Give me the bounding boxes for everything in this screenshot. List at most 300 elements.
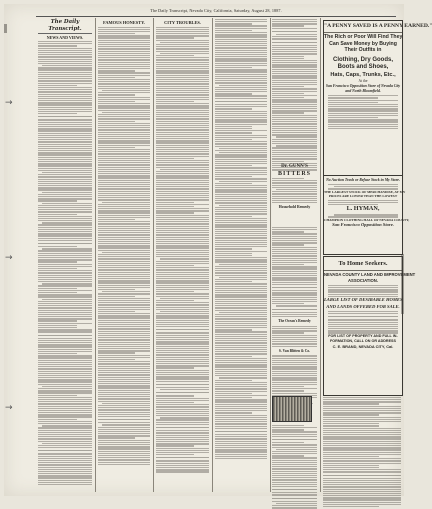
text-line: [272, 303, 304, 304]
text-line: [98, 132, 150, 133]
text-line: [98, 361, 150, 362]
text-line: [38, 277, 92, 278]
text-line: [156, 48, 209, 49]
text-line: [272, 277, 317, 278]
text-line: [215, 60, 267, 61]
margin-arrow-icon: →: [5, 403, 13, 413]
text-line: [272, 442, 304, 443]
text-line: [98, 427, 150, 428]
text-line: [215, 198, 267, 199]
text-line: [219, 377, 267, 378]
text-line: [215, 69, 267, 70]
text-line: [98, 188, 150, 189]
text-line: [38, 349, 92, 350]
text-line: [102, 252, 150, 253]
text-line: [215, 369, 267, 370]
text-line: [38, 296, 92, 297]
text-line: [272, 498, 317, 499]
text-line: [272, 477, 317, 478]
text-line: [38, 194, 92, 195]
text-line: [98, 208, 150, 209]
text-line: [156, 365, 209, 366]
text-line: [98, 212, 150, 213]
text-line: [215, 279, 267, 280]
text-line: [38, 423, 92, 424]
text-line: [156, 241, 209, 242]
text-line: [98, 44, 150, 45]
text-line: [215, 266, 267, 267]
text-line: [98, 48, 150, 49]
text-line: [215, 36, 267, 37]
text-line: [156, 332, 209, 333]
text-line: [272, 132, 317, 133]
text-line: [272, 346, 317, 347]
text-line: [156, 454, 194, 455]
text-line: [215, 23, 252, 24]
text-line: [156, 469, 209, 470]
text-line: [272, 457, 317, 458]
text-line: [328, 128, 398, 129]
text-line: [156, 291, 194, 292]
text-line: [38, 85, 77, 86]
text-line: [98, 274, 150, 275]
text-line: [156, 445, 194, 446]
text-line: [323, 463, 401, 464]
text-line: [156, 282, 209, 283]
text-line: [38, 303, 92, 304]
column-rule: [95, 18, 96, 492]
text-line: [323, 438, 401, 439]
text-line: [98, 313, 150, 314]
text-line: [98, 366, 150, 367]
text-line: [38, 174, 92, 175]
text-line: [156, 406, 209, 407]
text-line: [98, 276, 150, 277]
text-line: [98, 350, 150, 351]
text-line: [156, 245, 209, 246]
text-line: [272, 23, 317, 24]
text-line: [215, 447, 267, 448]
text-line: [215, 356, 252, 357]
text-line: [98, 217, 150, 218]
text-line: [156, 68, 209, 69]
column-3: [156, 18, 209, 492]
text-line: [272, 486, 317, 487]
text-line: [156, 320, 209, 321]
text-line: [38, 314, 92, 315]
text-line: [156, 448, 209, 449]
text-line: [98, 280, 150, 281]
text-line: [156, 404, 209, 405]
text-line: [98, 171, 150, 172]
text-line: [215, 318, 267, 319]
column-4: [215, 18, 267, 492]
text-line: [98, 429, 150, 430]
text-line: [323, 491, 401, 492]
text-line: [156, 55, 194, 56]
text-line: [156, 199, 209, 200]
text-line: [38, 377, 92, 378]
text-line: [156, 402, 194, 403]
ad-subtitle: BITTERS: [277, 170, 311, 177]
text-line: [272, 242, 317, 243]
text-line: [102, 403, 150, 404]
text-line: [98, 101, 135, 102]
text-line: [215, 255, 252, 256]
text-line: [156, 92, 209, 93]
ad-store: CHAMPION CLOTHING HALL OF NEVADA COUNTY,: [324, 217, 410, 222]
text-line: [156, 346, 209, 347]
text-line: [38, 91, 92, 92]
ad-headline: To Home Seekers.: [338, 260, 388, 267]
text-line: [328, 102, 378, 103]
text-line: [156, 70, 209, 71]
text-line: [156, 202, 194, 203]
text-line: [215, 108, 252, 109]
text-line: [38, 480, 92, 481]
text-line: [38, 436, 92, 437]
text-line: [328, 108, 398, 109]
text-line: [276, 449, 317, 450]
text-line: [98, 177, 150, 178]
text-line: [323, 460, 401, 461]
text-line: [156, 197, 209, 198]
text-line: [98, 346, 150, 347]
text-line: [215, 202, 267, 203]
text-line: [215, 65, 267, 66]
text-line: [156, 465, 209, 466]
text-line: [156, 193, 209, 194]
text-line: [98, 311, 135, 312]
text-line: [98, 81, 150, 82]
text-line: [272, 73, 317, 74]
text-line: [38, 344, 92, 345]
text-line: [328, 113, 398, 114]
text-line: [215, 290, 267, 291]
text-line: [272, 366, 317, 367]
text-line: [215, 187, 267, 188]
text-line: [272, 150, 317, 151]
text-line: [272, 69, 317, 70]
text-line: [215, 115, 267, 116]
text-line: [215, 126, 252, 127]
text-line: [102, 202, 150, 203]
text-line: [272, 38, 317, 39]
text-line: [98, 462, 150, 463]
text-line: [98, 97, 150, 98]
text-line: [328, 296, 398, 297]
text-line: [38, 438, 92, 439]
text-line: [98, 160, 150, 161]
text-line: [156, 285, 209, 286]
margin-mark: [4, 24, 7, 33]
text-line: [215, 91, 267, 92]
text-line: [272, 58, 304, 59]
ad-contact: C. E. BRAND, NEVADA CITY, Cal.: [332, 343, 394, 349]
text-line: [98, 405, 150, 406]
text-line: [98, 344, 150, 345]
text-line: [98, 272, 150, 273]
text-line: [98, 285, 150, 286]
text-line: [156, 317, 209, 318]
text-line: [98, 127, 150, 128]
text-line: [98, 381, 150, 382]
text-line: [215, 426, 267, 427]
text-line: [38, 165, 92, 166]
text-line: [98, 134, 150, 135]
text-line: [38, 119, 92, 120]
text-line: [215, 331, 267, 332]
text-line: [276, 189, 317, 190]
text-line: [215, 305, 267, 306]
text-line: [156, 254, 209, 255]
text-line: [215, 178, 267, 179]
text-line: [215, 196, 267, 197]
text-line: [272, 335, 317, 336]
text-line: [98, 234, 150, 235]
text-line: [215, 443, 267, 444]
text-line: [323, 408, 401, 409]
text-line: [156, 467, 209, 468]
text-line: [272, 373, 317, 374]
text-line: [215, 47, 267, 48]
text-line: [272, 275, 317, 276]
text-line: [98, 77, 135, 78]
text-line: [215, 211, 267, 212]
text-line: [272, 119, 317, 120]
text-line: [215, 410, 267, 411]
text-line: [215, 325, 267, 326]
text-line: [98, 437, 135, 438]
text-line: [215, 189, 267, 190]
text-line: [38, 335, 92, 336]
text-line: [98, 298, 150, 299]
text-line: [323, 452, 401, 453]
text-line: [38, 471, 92, 472]
text-line: [160, 42, 209, 43]
text-line: [272, 193, 317, 194]
text-line: [323, 414, 379, 415]
text-line: [156, 230, 209, 231]
text-line: [156, 210, 209, 211]
text-line: [42, 172, 92, 173]
text-line: [156, 261, 209, 262]
text-line: [98, 169, 150, 170]
text-line: [38, 80, 92, 81]
text-line: [215, 323, 267, 324]
text-line: [156, 234, 209, 235]
text-line: [156, 138, 209, 139]
text-line: [215, 117, 267, 118]
text-line: [215, 76, 267, 77]
text-line: [98, 173, 150, 174]
text-line: [98, 333, 150, 334]
text-line: [156, 101, 194, 102]
text-line: [156, 103, 209, 104]
text-line: [328, 216, 398, 217]
hotel-illustration: [272, 396, 312, 422]
text-line: [38, 408, 92, 409]
text-line: [272, 377, 317, 378]
text-line: [215, 240, 267, 241]
text-line: [98, 51, 150, 52]
text-line: [272, 290, 317, 291]
text-line: [38, 148, 92, 149]
text-line: [38, 52, 92, 53]
text-line: [38, 257, 92, 258]
text-line: [328, 95, 398, 96]
text-line: [38, 460, 92, 461]
text-line: [98, 322, 150, 323]
text-line: [156, 223, 209, 224]
text-line: [98, 70, 135, 71]
column-rule: [320, 18, 321, 492]
text-line: [156, 339, 209, 340]
text-line: [272, 187, 317, 188]
text-line: [215, 327, 267, 328]
text-line: [156, 411, 209, 412]
text-line: [38, 410, 92, 411]
text-line: [215, 246, 267, 247]
text-line: [215, 128, 252, 129]
text-line: [272, 99, 317, 100]
text-line: [156, 315, 209, 316]
text-line: [215, 113, 267, 114]
text-line: [156, 114, 209, 115]
text-line: [328, 316, 398, 317]
text-line: [215, 93, 252, 94]
text-line: [272, 238, 317, 239]
text-line: [38, 318, 92, 319]
text-line: [215, 43, 267, 44]
text-line: [38, 290, 92, 291]
text-line: [219, 312, 267, 313]
text-line: [272, 45, 317, 46]
text-line: [38, 211, 92, 212]
text-line: [215, 431, 267, 432]
text-line: [38, 54, 92, 55]
text-line: [272, 431, 317, 432]
text-line: [98, 79, 150, 80]
text-line: [38, 98, 92, 99]
ad-stock: THE LARGEST STOCK OF MERCHANDISE, AT MY: [324, 189, 406, 194]
text-line: [215, 272, 267, 273]
text-line: [272, 453, 317, 454]
text-line: [156, 94, 209, 95]
text-line: [272, 196, 317, 197]
text-line: [272, 471, 317, 472]
text-line: [98, 195, 150, 196]
text-line: [38, 67, 92, 68]
ad-assoc: ASSOCIATION.: [348, 278, 378, 283]
text-line: [98, 296, 135, 297]
text-line: [98, 398, 150, 399]
text-line: [42, 299, 92, 300]
text-line: [38, 76, 92, 77]
text-line: [156, 274, 209, 275]
text-line: [160, 311, 209, 312]
text-line: [215, 362, 267, 363]
text-line: [323, 434, 401, 435]
text-line: [323, 502, 401, 503]
text-line: [98, 40, 150, 41]
text-line: [272, 297, 317, 298]
text-line: [38, 179, 92, 180]
text-line: [156, 272, 209, 273]
text-line: [272, 343, 317, 344]
text-line: [98, 256, 150, 257]
text-line: [272, 101, 317, 102]
text-line: [156, 105, 209, 106]
text-line: [215, 358, 267, 359]
text-line: [272, 264, 304, 265]
text-line: [323, 469, 401, 470]
text-line: [272, 185, 317, 186]
column-2: [98, 18, 150, 492]
text-line: [215, 106, 267, 107]
text-line: [215, 41, 267, 42]
text-line: [156, 378, 209, 379]
text-line: [272, 328, 317, 329]
text-line: [272, 287, 317, 288]
text-line: [215, 412, 252, 413]
text-line: [156, 309, 209, 310]
text-line: [215, 321, 267, 322]
text-line: [38, 255, 92, 256]
text-line: [98, 29, 150, 30]
text-line: [328, 104, 398, 105]
text-line: [38, 196, 92, 197]
home-seekers-ad: [323, 256, 416, 396]
text-line: [156, 427, 209, 428]
text-line: [38, 450, 92, 451]
text-line: [272, 425, 304, 426]
text-line: [272, 362, 317, 363]
text-line: [156, 239, 209, 240]
text-line: [38, 285, 92, 286]
text-line: [98, 228, 150, 229]
text-line: [38, 74, 92, 75]
text-line: [38, 421, 92, 422]
text-line: [98, 359, 135, 360]
text-line: [272, 21, 317, 22]
text-line: [272, 294, 317, 295]
text-line: [38, 89, 92, 90]
text-line: [156, 208, 209, 209]
text-line: [156, 156, 209, 157]
text-line: [272, 236, 317, 237]
text-line: [272, 282, 317, 283]
text-line: [98, 379, 150, 380]
text-line: [38, 323, 92, 324]
text-line: [98, 162, 150, 163]
text-line: [98, 138, 150, 139]
ad-tag: Household Remedy: [278, 205, 311, 210]
text-line: [98, 293, 150, 294]
text-line: [156, 204, 209, 205]
text-line: [215, 342, 267, 343]
text-line: [215, 244, 267, 245]
text-line: [38, 357, 92, 358]
text-line: [215, 231, 267, 232]
text-line: [323, 428, 401, 429]
text-line: [215, 373, 267, 374]
text-line: [156, 123, 209, 124]
text-line: [156, 107, 209, 108]
text-line: [272, 42, 317, 43]
text-line: [156, 352, 209, 353]
text-line: [215, 156, 267, 157]
